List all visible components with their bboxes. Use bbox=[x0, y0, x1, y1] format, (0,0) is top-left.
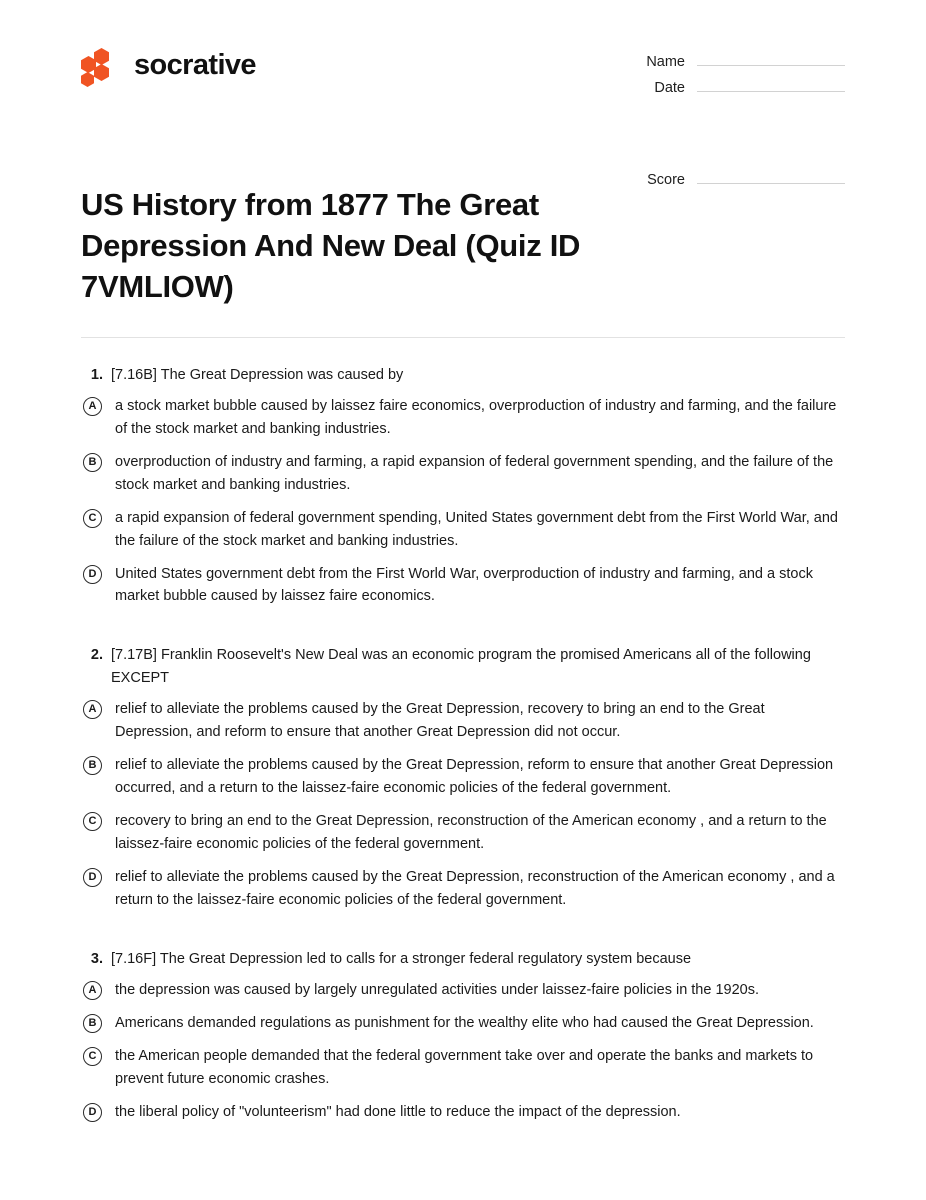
question-item bbox=[81, 364, 845, 609]
option-bubble-b[interactable]: B bbox=[83, 756, 102, 775]
question-number: 1. bbox=[90, 366, 103, 383]
option-bubble-d[interactable]: D bbox=[83, 868, 102, 887]
answer-option[interactable] bbox=[81, 810, 845, 856]
name-field-line[interactable] bbox=[697, 65, 845, 66]
score-field-row bbox=[615, 172, 845, 188]
option-text: the American people demanded that the federal government take over and operate the banks and markets to prevent future economic crashes. bbox=[115, 1047, 814, 1087]
question-text: [7.16B] The Great Depression was caused by bbox=[111, 366, 404, 383]
page-title: US History from 1877 The Great Depression And New Deal (Quiz ID 7VMLIOW) bbox=[81, 187, 581, 305]
logo-hexagon-4 bbox=[94, 64, 109, 81]
option-text: recovery to bring an end to the Great Depression, reconstruction of the American economy , and a return to the laissez-faire economic policies of the federal government. bbox=[115, 812, 827, 852]
option-text: relief to alleviate the problems caused by the Great Depression, recovery to bring an end to the Great Depression, and reform to ensure that another Great Depression did not occur. bbox=[115, 701, 765, 741]
option-bubble-d[interactable]: D bbox=[83, 565, 102, 584]
option-bubble-a[interactable]: A bbox=[83, 397, 102, 416]
header-divider bbox=[81, 337, 845, 338]
option-bubble-b[interactable]: B bbox=[83, 453, 102, 472]
option-text: a stock market bubble caused by laissez faire economics, overproduction of industry and farming, and the failure of the stock market and banking industries. bbox=[115, 398, 837, 438]
answer-option[interactable] bbox=[81, 1101, 845, 1124]
answer-option[interactable] bbox=[81, 866, 845, 912]
answer-option[interactable] bbox=[81, 451, 845, 497]
option-text: United States government debt from the First World War, overproduction of industry and farming, and a stock market bubble caused by laissez faire economics. bbox=[115, 565, 813, 605]
brand-name: socrative bbox=[134, 48, 256, 81]
answer-option[interactable] bbox=[81, 754, 845, 800]
question-header bbox=[81, 948, 845, 970]
option-text: relief to alleviate the problems caused by the Great Depression, reconstruction of the American economy , and a return to the laissez-faire economic policies of the federal government. bbox=[115, 868, 835, 908]
question-header bbox=[81, 364, 845, 386]
question-list bbox=[0, 364, 926, 1124]
student-meta-fields bbox=[615, 54, 845, 198]
option-bubble-c[interactable]: C bbox=[83, 509, 102, 528]
question-text: [7.17B] Franklin Roosevelt's New Deal was an economic program the promised Americans all of the following EXCEPT bbox=[111, 647, 811, 686]
question-text: [7.16F] The Great Depression led to calls for a stronger federal regulatory system because bbox=[111, 950, 692, 967]
name-field-label: Name bbox=[646, 54, 685, 70]
question-header bbox=[81, 644, 845, 689]
option-bubble-c[interactable]: C bbox=[83, 812, 102, 831]
answer-option[interactable] bbox=[81, 395, 845, 441]
option-text: overproduction of industry and farming, a rapid expansion of federal government spending, and the failure of the stock market and banking industries. bbox=[115, 453, 834, 493]
question-item bbox=[81, 948, 845, 1124]
question-item bbox=[81, 644, 845, 911]
socrative-hex-logo-icon bbox=[81, 48, 121, 82]
answer-option[interactable] bbox=[81, 563, 845, 609]
score-field-line[interactable] bbox=[697, 183, 845, 184]
option-text: the liberal policy of "volunteerism" had done little to reduce the impact of the depression. bbox=[115, 1103, 681, 1120]
option-text: a rapid expansion of federal government spending, United States government debt from the First World War, and the failure of the stock market and banking industries. bbox=[115, 509, 838, 549]
brand-logo bbox=[81, 48, 256, 82]
date-field-label: Date bbox=[654, 80, 685, 96]
date-field-line[interactable] bbox=[697, 91, 845, 92]
option-text: relief to alleviate the problems caused by the Great Depression, reform to ensure that another Great Depression occurred, and a return to the laissez-faire economic policies of the federal government. bbox=[115, 757, 834, 797]
logo-hexagon-3 bbox=[81, 72, 94, 87]
option-text: the depression was caused by largely unregulated activities under laissez-faire policies in the 1920s. bbox=[115, 982, 760, 999]
score-field-label: Score bbox=[647, 172, 685, 188]
question-number: 3. bbox=[90, 950, 103, 967]
option-bubble-c[interactable]: C bbox=[83, 1047, 102, 1066]
option-bubble-d[interactable]: D bbox=[83, 1103, 102, 1122]
page-header bbox=[0, 0, 926, 198]
answer-option[interactable] bbox=[81, 1045, 845, 1091]
date-field-row bbox=[615, 80, 845, 96]
logo-hexagon-2 bbox=[94, 48, 109, 65]
option-text: Americans demanded regulations as punishment for the wealthy elite who had caused the Great Depression. bbox=[115, 1014, 814, 1031]
name-field-row bbox=[615, 54, 845, 70]
logo-hexagon-1 bbox=[81, 56, 96, 73]
question-number: 2. bbox=[90, 647, 103, 664]
answer-option[interactable] bbox=[81, 698, 845, 744]
answer-option[interactable] bbox=[81, 1012, 845, 1035]
answer-option[interactable] bbox=[81, 979, 845, 1002]
option-bubble-a[interactable]: A bbox=[83, 700, 102, 719]
option-bubble-b[interactable]: B bbox=[83, 1014, 102, 1033]
title-block bbox=[0, 184, 926, 308]
answer-option[interactable] bbox=[81, 507, 845, 553]
option-bubble-a[interactable]: A bbox=[83, 981, 102, 1000]
